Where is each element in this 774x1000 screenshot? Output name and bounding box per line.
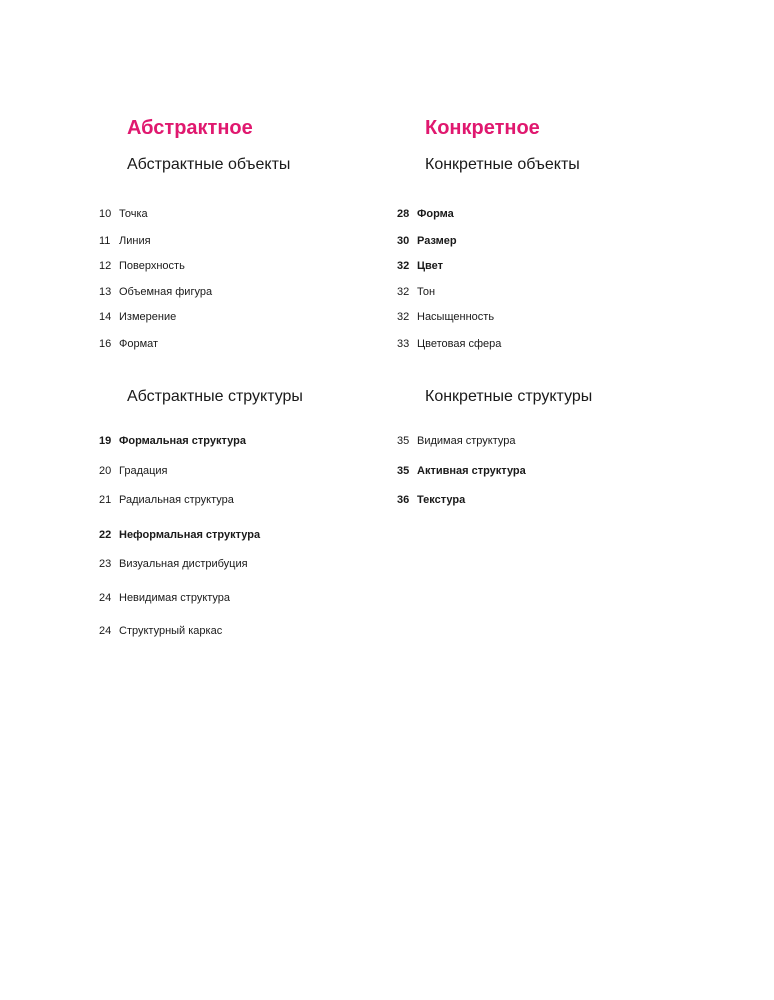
page-number: 24: [99, 592, 112, 604]
left-column-title: Абстрактное: [127, 117, 253, 139]
page-number: 14: [99, 311, 112, 323]
entry-label: Радиальная структура: [119, 494, 234, 506]
entry-label: Тон: [417, 286, 436, 298]
page-number: 19: [99, 435, 112, 447]
entry-label: Объемная фигура: [119, 286, 213, 298]
page-number: 23: [99, 558, 112, 570]
entry-label: Невидимая структура: [119, 592, 231, 604]
entry-label: Точка: [119, 208, 148, 220]
entry-label: Форма: [417, 208, 454, 220]
page-number: 11: [99, 235, 111, 247]
left-section2-title: Абстрактные структуры: [127, 388, 303, 405]
page-number: 22: [99, 529, 112, 541]
entry-label: Цветовая сфера: [417, 338, 502, 350]
entry-label: Цвет: [417, 260, 444, 272]
page-number: 32: [397, 286, 410, 298]
page-number: 33: [397, 338, 410, 350]
entry-label: Текстура: [417, 494, 466, 506]
page-number: 21: [99, 494, 112, 506]
page-number: 32: [397, 260, 410, 272]
page-number: 35: [397, 435, 410, 447]
page-number: 35: [397, 465, 410, 477]
page-number: 36: [397, 494, 410, 506]
entry-label: Измерение: [119, 311, 177, 323]
entry-label: Видимая структура: [417, 435, 516, 447]
entry-label: Насыщенность: [417, 311, 495, 323]
left-section1-title: Абстрактные объекты: [127, 156, 291, 173]
page-number: 24: [99, 625, 112, 637]
entry-label: Градация: [119, 465, 168, 477]
entry-label: Формальная структура: [119, 435, 246, 447]
page-number: 30: [397, 235, 410, 247]
page-number: 20: [99, 465, 112, 477]
page-number: 12: [99, 260, 112, 272]
page-number: 10: [99, 208, 112, 220]
page-number: 13: [99, 286, 112, 298]
right-section2-title: Конкретные структуры: [425, 388, 593, 405]
entry-label: Размер: [417, 235, 457, 247]
entry-label: Активная структура: [417, 465, 526, 477]
entry-label: Структурный каркас: [119, 625, 223, 637]
entry-label: Линия: [119, 235, 151, 247]
right-section1-title: Конкретные объекты: [425, 156, 580, 173]
entry-label: Визуальная дистрибуция: [119, 558, 248, 570]
entry-label: Неформальная структура: [119, 529, 261, 541]
page-number: 32: [397, 311, 410, 323]
entry-label: Формат: [119, 338, 159, 350]
entry-label: Поверхность: [119, 260, 185, 272]
page-number: 16: [99, 338, 112, 350]
page-number: 28: [397, 208, 410, 220]
right-column-title: Конкретное: [425, 117, 540, 139]
